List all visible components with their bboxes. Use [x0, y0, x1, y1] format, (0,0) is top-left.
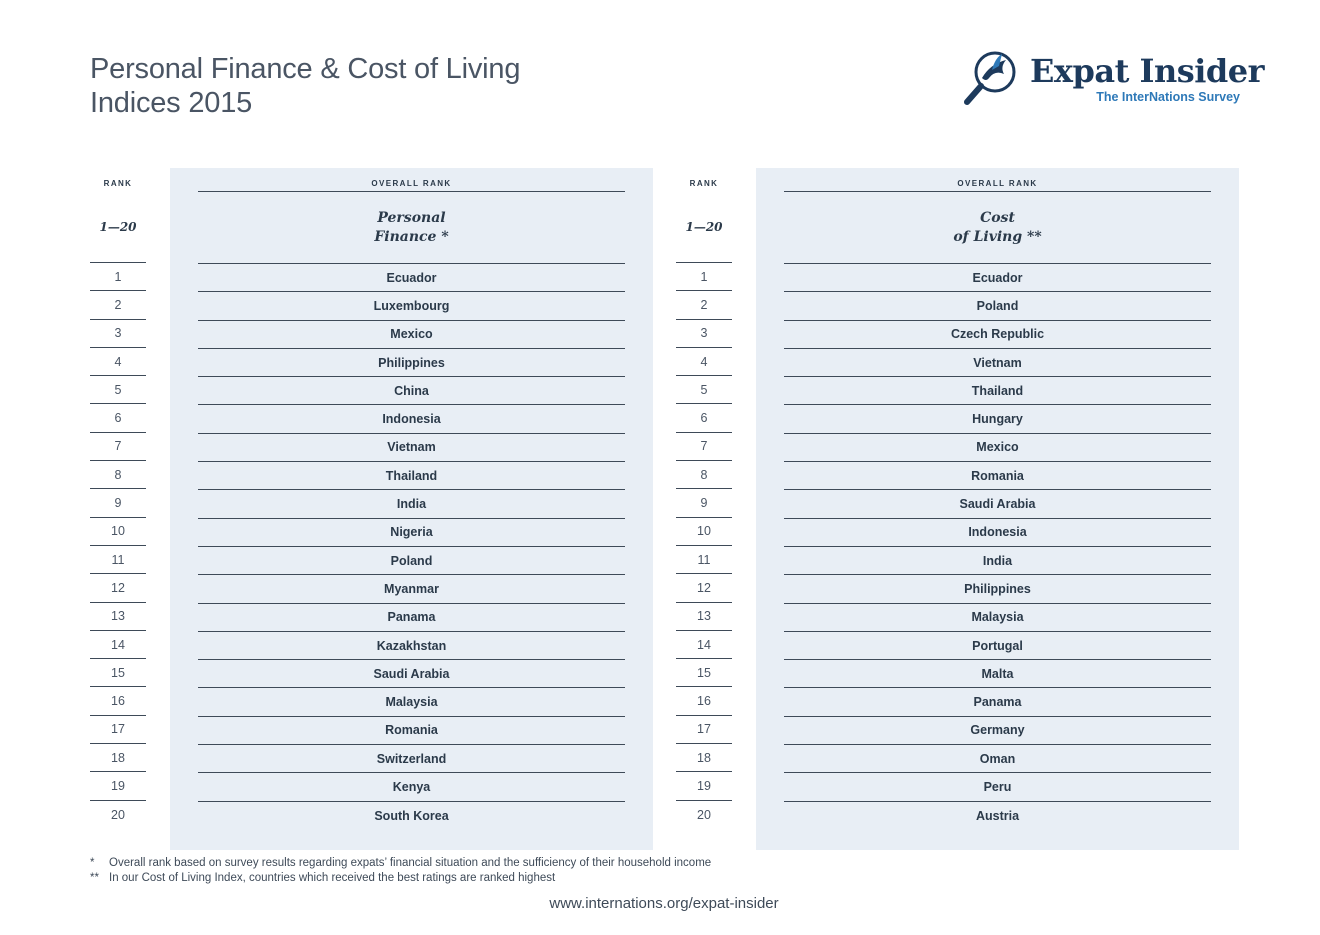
country-cell: Romania	[198, 717, 625, 745]
rank-cell: 17	[676, 716, 732, 744]
cost-of-living-panel	[756, 168, 1239, 850]
footnote	[90, 856, 711, 871]
rank-cell: 15	[676, 659, 732, 687]
rank-cell: 18	[90, 744, 146, 772]
country-cell: Saudi Arabia	[198, 660, 625, 688]
country-cell: Mexico	[198, 321, 625, 349]
country-cell: Vietnam	[784, 349, 1211, 377]
rank-list	[676, 263, 732, 829]
country-cell: Kazakhstan	[198, 632, 625, 660]
rank-cell: 7	[676, 433, 732, 461]
rank-cell: 9	[676, 489, 732, 517]
rank-cell: 20	[697, 807, 711, 822]
title-line-2: Indices 2015	[90, 87, 253, 119]
footnote-mark: *	[90, 857, 95, 869]
country-cell: Saudi Arabia	[784, 490, 1211, 518]
footnote	[90, 871, 711, 886]
rank-cell: 13	[90, 603, 146, 631]
rank-cell: 10	[90, 518, 146, 546]
country-cell: India	[784, 547, 1211, 575]
cost-of-living-list	[784, 264, 1211, 830]
country-cell: Indonesia	[784, 519, 1211, 547]
overall-rank-header: OVERALL RANK	[784, 168, 1211, 192]
country-cell: Malaysia	[784, 604, 1211, 632]
rank-cell: 1	[676, 263, 732, 291]
footnote-mark: **	[90, 871, 99, 884]
rank-cell: 3	[676, 320, 732, 348]
rank-cell: 19	[676, 772, 732, 800]
country-cell: Mexico	[784, 434, 1211, 462]
rank-cell: 5	[90, 376, 146, 404]
country-cell: Romania	[784, 462, 1211, 490]
rank-cell: 14	[676, 631, 732, 659]
country-cell: Panama	[198, 604, 625, 632]
column-title-line-1: Personal	[377, 209, 446, 226]
rank-cell: 4	[676, 348, 732, 376]
country-cell: Poland	[198, 547, 625, 575]
country-cell: Thailand	[198, 462, 625, 490]
logo-subtitle: The InterNations Survey	[1096, 90, 1240, 104]
rank-cell: 13	[676, 603, 732, 631]
country-cell: India	[198, 490, 625, 518]
personal-finance-list	[198, 264, 625, 830]
rank-cell: 6	[676, 404, 732, 432]
country-cell: Philippines	[784, 575, 1211, 603]
rank-cell: 4	[90, 348, 146, 376]
rank-header: RANK	[689, 179, 719, 188]
rank-cell: 17	[90, 716, 146, 744]
country-cell: Indonesia	[198, 405, 625, 433]
page-title	[90, 52, 520, 120]
country-cell: China	[198, 377, 625, 405]
rank-cell: 15	[90, 659, 146, 687]
overall-rank-header: OVERALL RANK	[198, 168, 625, 192]
country-cell: Czech Republic	[784, 321, 1211, 349]
country-cell: Vietnam	[198, 434, 625, 462]
footer-url: www.internations.org/expat-insider	[549, 895, 779, 912]
country-cell: Poland	[784, 292, 1211, 320]
rank-cell: 18	[676, 744, 732, 772]
country-cell: Switzerland	[198, 745, 625, 773]
rank-cell: 3	[90, 320, 146, 348]
rank-cell: 12	[676, 574, 732, 602]
country-cell: Ecuador	[198, 264, 625, 292]
rank-cell: 11	[90, 546, 146, 574]
rank-cell: 2	[676, 291, 732, 319]
footnote-text: In our Cost of Living Index, countries which received the best ratings are ranked highest	[109, 871, 556, 884]
rank-cell: 12	[90, 574, 146, 602]
country-cell: Malta	[784, 660, 1211, 688]
country-cell: Myanmar	[198, 575, 625, 603]
country-cell: Luxembourg	[198, 292, 625, 320]
country-cell: Peru	[784, 773, 1211, 801]
column-title-line-2: of Living **	[953, 228, 1042, 245]
column-title-line-1: Cost	[980, 209, 1015, 226]
personal-finance-title	[198, 192, 625, 264]
country-cell: Philippines	[198, 349, 625, 377]
country-cell: Austria	[975, 808, 1020, 823]
rank-cell: 16	[90, 687, 146, 715]
country-cell: Nigeria	[198, 519, 625, 547]
rank-cell: 19	[90, 772, 146, 800]
rank-cell: 16	[676, 687, 732, 715]
footnotes	[90, 856, 711, 885]
personal-finance-panel	[170, 168, 653, 850]
logo-name: Expat Insider	[1030, 52, 1264, 90]
country-cell: Panama	[784, 688, 1211, 716]
rank-cell: 2	[90, 291, 146, 319]
country-cell: Hungary	[784, 405, 1211, 433]
rank-cell: 9	[90, 489, 146, 517]
footnote-text: Overall rank based on survey results regarding expats’ financial situation and the sufficiency of their household income	[109, 857, 712, 869]
magnifier-bird-icon	[962, 48, 1024, 106]
country-cell: Germany	[784, 717, 1211, 745]
rank-cell: 11	[676, 546, 732, 574]
country-cell: Ecuador	[784, 264, 1211, 292]
country-cell: Portugal	[784, 632, 1211, 660]
cost-of-living-title	[784, 192, 1211, 264]
rank-cell: 5	[676, 376, 732, 404]
rank-list	[90, 263, 146, 829]
rank-cell: 14	[90, 631, 146, 659]
country-cell: Kenya	[198, 773, 625, 801]
rank-header: RANK	[103, 179, 133, 188]
rank-cell: 6	[90, 404, 146, 432]
title-line-1: Personal Finance & Cost of Living	[90, 53, 521, 85]
rank-range: 1—20	[676, 191, 732, 263]
rank-column-personal-finance	[90, 168, 146, 829]
country-cell: South Korea	[374, 808, 449, 823]
rank-cell: 8	[676, 461, 732, 489]
column-title-line-2: Finance *	[374, 228, 449, 245]
rank-cell: 7	[90, 433, 146, 461]
rank-column-cost-of-living	[676, 168, 732, 829]
rank-cell: 10	[676, 518, 732, 546]
country-cell: Oman	[784, 745, 1211, 773]
country-cell: Thailand	[784, 377, 1211, 405]
rank-cell: 20	[111, 807, 125, 822]
rank-cell: 1	[90, 263, 146, 291]
country-cell: Malaysia	[198, 688, 625, 716]
rank-cell: 8	[90, 461, 146, 489]
expat-insider-logo	[962, 48, 1264, 108]
rank-range: 1—20	[90, 191, 146, 263]
